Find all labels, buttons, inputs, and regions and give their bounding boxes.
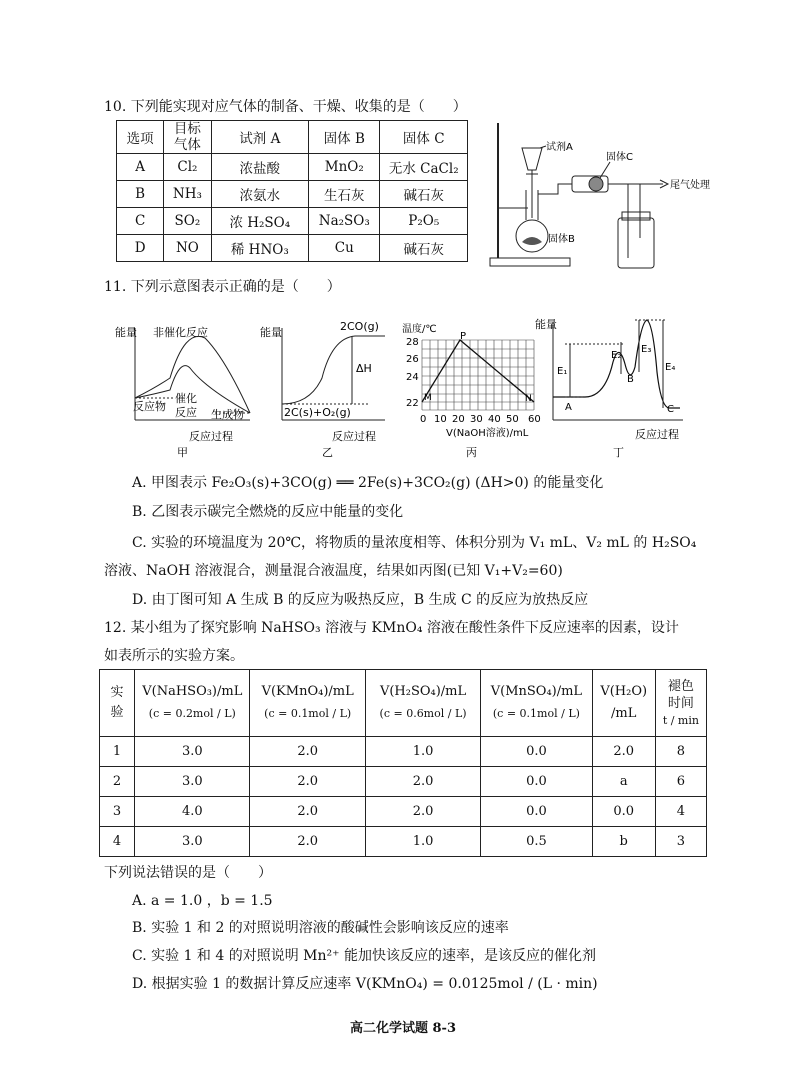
figure-bing — [400, 318, 550, 458]
table-header: V(H₂O) /mL — [592, 670, 655, 737]
figure-ding — [535, 312, 685, 462]
table-header: V(H₂SO₄)/mL (c = 0.6mol / L) — [365, 670, 480, 737]
q10-header: 目标 气体 — [164, 121, 211, 154]
table-cell: 6 — [655, 767, 706, 797]
table-row — [100, 767, 707, 797]
label-solid-c: 固体C — [606, 152, 633, 163]
ylabel: 能量 — [260, 326, 282, 339]
table-cell: 4.0 — [135, 797, 250, 827]
table-cell: B — [117, 181, 164, 208]
caption: 甲 — [177, 446, 188, 459]
table-header: V(NaHSO₃)/mL (c = 0.2mol / L) — [135, 670, 250, 737]
table-cell: NH₃ — [164, 181, 211, 208]
q11-option-c: C. 实验的环境温度为 20℃，将物质的量浓度相等、体积分别为 V₁ mL、V₂ mL 的 H₂SO₄ — [132, 535, 697, 551]
table-cell: 0.0 — [592, 797, 655, 827]
q12-stem-cont: 如表所示的实验方案。 — [104, 648, 244, 664]
ytick: 24 — [406, 372, 419, 383]
q11-option-a: A. 甲图表示 Fe₂O₃(s)+3CO(g) ══ 2Fe(s)+3CO₂(g) (ΔH>0) 的能量变化 — [132, 475, 604, 491]
label-tail-gas: 尾气处理 — [670, 180, 710, 191]
q10-header: 固体 C — [380, 121, 468, 154]
table-header: V(KMnO₄)/mL (c = 0.1mol / L) — [250, 670, 365, 737]
table-row — [100, 797, 707, 827]
label-reagent-a: 试剂A — [546, 142, 573, 153]
xtick: 40 — [488, 414, 501, 425]
table-cell: 碱石灰 — [380, 181, 468, 208]
table-cell: 8 — [655, 737, 706, 767]
table-cell: Cu — [309, 235, 380, 262]
caption: 丁 — [613, 446, 624, 459]
ylabel: 能量 — [535, 318, 557, 331]
label-b: B — [627, 374, 634, 385]
xlabel: 反应过程 — [635, 428, 679, 441]
q12-option-b: B. 实验 1 和 2 的对照说明溶液的酸碱性会影响该反应的速率 — [132, 920, 509, 936]
point-m: M — [424, 393, 432, 403]
xtick: 10 — [434, 414, 447, 425]
table-header: 褪色 时间 t / min — [655, 670, 706, 737]
table-row — [100, 827, 707, 857]
table-cell: 1 — [100, 737, 135, 767]
ylabel: 能量 — [115, 326, 137, 339]
table-cell: 2.0 — [250, 797, 365, 827]
xtick: 60 — [528, 414, 541, 425]
table-row — [117, 208, 468, 235]
table-cell: D — [117, 235, 164, 262]
table-cell: 1.0 — [365, 827, 480, 857]
table-cell: 2 — [100, 767, 135, 797]
label-e1: E₁ — [557, 366, 568, 377]
q12-table — [99, 669, 707, 857]
table-cell: Cl₂ — [164, 154, 211, 181]
xtick: 50 — [506, 414, 519, 425]
table-cell: 0.5 — [481, 827, 592, 857]
table-header: V(MnSO₄)/mL (c = 0.1mol / L) — [481, 670, 592, 737]
table-cell: SO₂ — [164, 208, 211, 235]
table-cell: 3 — [655, 827, 706, 857]
table-cell: 0.0 — [481, 797, 592, 827]
label-e2: E₂ — [611, 350, 622, 361]
ytick: 28 — [406, 337, 419, 348]
ytick: 26 — [406, 354, 419, 365]
caption: 丙 — [466, 446, 477, 459]
q12-stem: 12. 某小组为了探究影响 NaHSO₃ 溶液与 KMnO₄ 溶液在酸性条件下反应速率的因素，设计 — [104, 620, 679, 636]
xlabel: 反应过程 — [189, 430, 233, 443]
label-e3: E₃ — [641, 344, 652, 355]
label-product: 生成物 — [211, 408, 244, 421]
table-cell: 浓 H₂SO₄ — [211, 208, 309, 235]
table-cell: NO — [164, 235, 211, 262]
point-n: N — [525, 394, 532, 404]
q10-stem: 10. 下列能实现对应气体的制备、干燥、收集的是（ ） — [104, 99, 467, 115]
table-cell: 2.0 — [592, 737, 655, 767]
table-cell: 4 — [100, 827, 135, 857]
q10-header: 选项 — [117, 121, 164, 154]
table-cell: 4 — [655, 797, 706, 827]
table-row — [117, 235, 468, 262]
ytick: 22 — [406, 398, 419, 409]
label-e4: E₄ — [665, 362, 676, 373]
table-cell: 1.0 — [365, 737, 480, 767]
q12-option-d: D. 根据实验 1 的数据计算反应速率 V(KMnO₄) = 0.0125mol / (L · min) — [132, 976, 598, 992]
xlabel: 反应过程 — [332, 430, 376, 443]
q11-option-d: D. 由丁图可知 A 生成 B 的反应为吸热反应，B 生成 C 的反应为放热反应 — [132, 592, 589, 608]
table-row — [117, 154, 468, 181]
xtick: 0 — [420, 414, 427, 425]
table-cell: 2.0 — [365, 797, 480, 827]
table-cell: 稀 HNO₃ — [211, 235, 309, 262]
label-cat2: 反应 — [175, 406, 197, 419]
table-cell: 3 — [100, 797, 135, 827]
q11-option-c-cont: 溶液、NaOH 溶液混合，测量混合液温度，结果如丙图(已知 V₁+V₂=60) — [104, 563, 563, 579]
page-footer: 高二化学试题 8-3 — [349, 1021, 456, 1036]
table-cell: A — [117, 154, 164, 181]
q12-option-c: C. 实验 1 和 4 的对照说明 Mn²⁺ 能加快该反应的速率，是该反应的催化剂 — [132, 948, 596, 964]
label-solid-b: 固体B — [548, 234, 575, 245]
table-cell: b — [592, 827, 655, 857]
apparatus-diagram — [488, 118, 710, 273]
table-cell: 2.0 — [365, 767, 480, 797]
label-cat: 催化 — [175, 392, 197, 405]
table-cell: P₂O₅ — [380, 208, 468, 235]
table-row — [117, 181, 468, 208]
ylabel: 温度/℃ — [402, 324, 437, 335]
xtick: 30 — [470, 414, 483, 425]
label-dh: ΔH — [356, 362, 372, 375]
table-cell: 碱石灰 — [380, 235, 468, 262]
label-c: C — [667, 404, 674, 415]
table-cell: 浓氨水 — [211, 181, 309, 208]
figure-jia — [115, 318, 255, 458]
q10-header: 固体 B — [309, 121, 380, 154]
q12-option-a: A. a = 1.0 ，b = 1.5 — [132, 893, 273, 909]
q10-header: 试剂 A — [211, 121, 309, 154]
figure-yi — [260, 318, 390, 458]
label-bottom: 2C(s)+O₂(g) — [284, 406, 351, 419]
q11-option-b: B. 乙图表示碳完全燃烧的反应中能量的变化 — [132, 504, 404, 520]
caption: 乙 — [322, 446, 333, 459]
table-cell: 无水 CaCl₂ — [380, 154, 468, 181]
table-cell: a — [592, 767, 655, 797]
table-cell: 3.0 — [135, 827, 250, 857]
table-cell: 0.0 — [481, 767, 592, 797]
label-uncat: 非催化反应 — [153, 326, 208, 339]
xlabel: V(NaOH溶液)/mL — [446, 428, 529, 439]
label-a: A — [565, 402, 572, 413]
table-cell: Na₂SO₃ — [309, 208, 380, 235]
table-row — [100, 737, 707, 767]
table-cell: 3.0 — [135, 737, 250, 767]
table-cell: 3.0 — [135, 767, 250, 797]
table-cell: 0.0 — [481, 737, 592, 767]
point-p: P — [460, 331, 467, 342]
table-header: 实 验 — [100, 670, 135, 737]
label-reactant: 反应物 — [133, 400, 166, 413]
label-top: 2CO(g) — [340, 320, 379, 333]
table-cell: 2.0 — [250, 737, 365, 767]
table-cell: 生石灰 — [309, 181, 380, 208]
table-cell: 2.0 — [250, 827, 365, 857]
q10-table — [116, 120, 468, 262]
q11-stem: 11. 下列示意图表示正确的是（ ） — [104, 279, 341, 295]
q12-question: 下列说法错误的是（ ） — [104, 865, 272, 881]
xtick: 20 — [452, 414, 465, 425]
table-cell: 2.0 — [250, 767, 365, 797]
table-cell: C — [117, 208, 164, 235]
table-cell: 浓盐酸 — [211, 154, 309, 181]
table-cell: MnO₂ — [309, 154, 380, 181]
